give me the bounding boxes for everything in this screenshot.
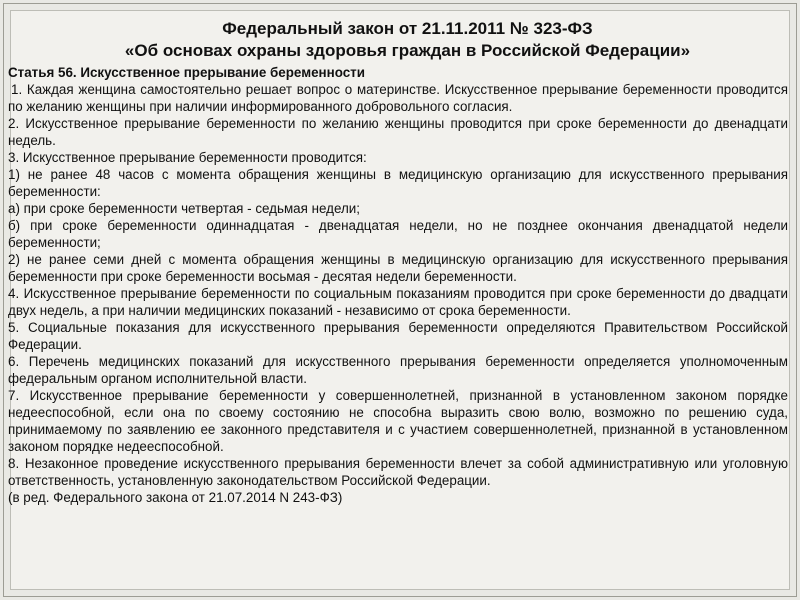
paragraph: 4. Искусственное прерывание беременности по социальным показаниям проводится при сроке беременности до двадцати двух недель, а при наличии медицинских показаний - независимо от срока беременности.	[8, 286, 788, 318]
paragraph: 1) не ранее 48 часов с момента обращения женщины в медицинскую организацию для искусственного прерывания беременности:	[8, 167, 788, 199]
document-title	[0, 18, 795, 62]
paragraph: б) при сроке беременности одиннадцатая - двенадцатая недели, но не позднее окончания двенадцатой недели беременности;	[8, 218, 788, 250]
paragraph: 8. Незаконное проведение искусственного прерывания беременности влечет за собой административную или уголовную ответственность, установленную законодательством Российской Федерации.	[8, 456, 788, 488]
paragraph: 7. Искусственное прерывание беременности у совершеннолетней, признанной в установленном законом порядке недееспособной, если она по своему состоянию не способна выразить свою волю, возможно по решению суда, принимаемому по заявлению ее законного представителя и с участием совершеннолетней, признанной в установленном законом порядке недееспособной.	[8, 388, 788, 454]
amendment-note: (в ред. Федерального закона от 21.07.2014 N 243-ФЗ)	[8, 490, 343, 505]
paragraph: а) при сроке беременности четвертая - седьмая недели;	[8, 201, 360, 216]
title-line-1: Федеральный закон от 21.11.2011 № 323-ФЗ	[222, 19, 593, 38]
paragraph: 2) не ранее семи дней с момента обращения женщины в медицинскую организацию для искусственного прерывания беременности при сроке беременности восьмая - десятая недели беременности.	[8, 252, 788, 284]
paragraph: 3. Искусственное прерывание беременности проводится:	[8, 150, 367, 165]
title-line-2: «Об основах охраны здоровья граждан в Российской Федерации»	[124, 41, 691, 60]
slide-content	[0, 18, 795, 506]
paragraph: 5. Социальные показания для искусственного прерывания беременности определяются Правительством Российской Федерации.	[8, 320, 788, 352]
paragraph: 2. Искусственное прерывание беременности по желанию женщины проводится при сроке беременности до двенадцати недель.	[8, 116, 788, 148]
article-body	[0, 81, 795, 506]
article-heading: Статья 56. Искусственное прерывание беременности	[8, 65, 365, 80]
paragraph: 1. Каждая женщина самостоятельно решает вопрос о материнстве. Искусственное прерывание беременности проводится по желанию женщины при наличии информированного добровольного согласия.	[8, 82, 788, 114]
paragraph: 6. Перечень медицинских показаний для искусственного прерывания беременности определяется уполномоченным федеральным органом исполнительной власти.	[8, 354, 788, 386]
